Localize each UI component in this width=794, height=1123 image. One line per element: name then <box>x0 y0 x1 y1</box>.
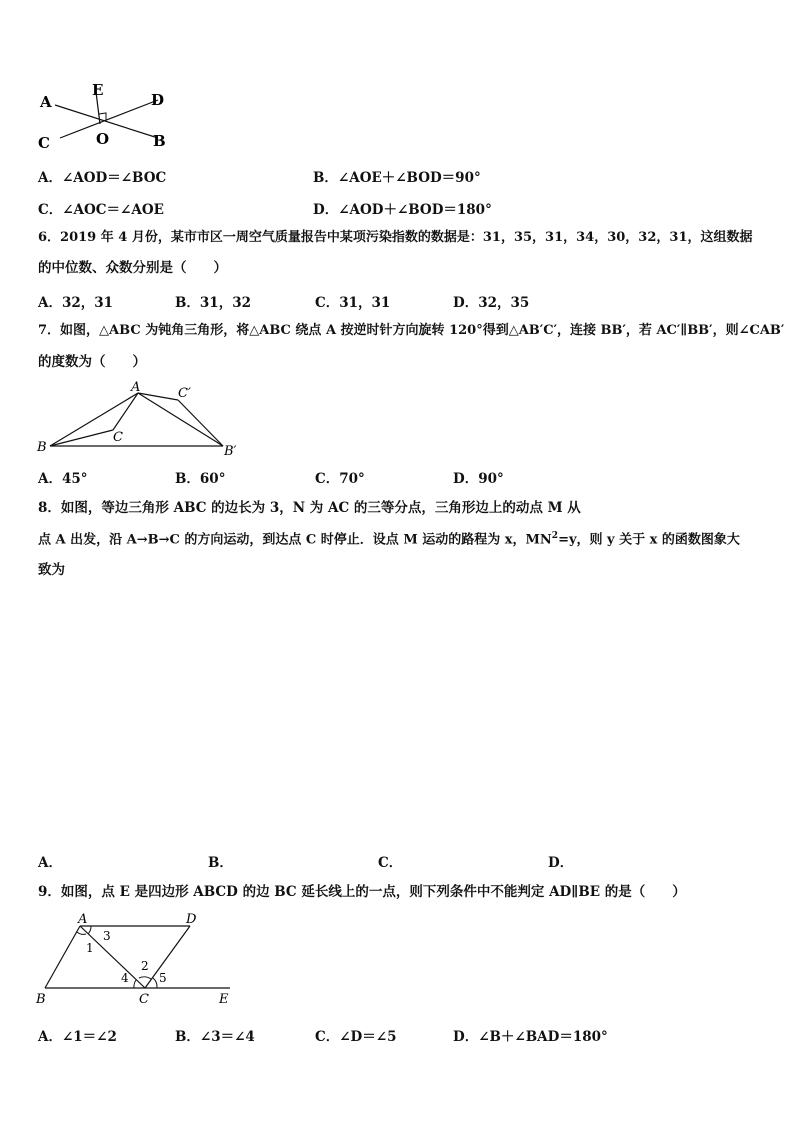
q8-text-line2-part2: =y，则 y 关于 x 的函数图象大 <box>558 532 740 548</box>
label-B: B <box>153 132 166 150</box>
label-C: C <box>113 430 123 445</box>
angle-figure-q5 <box>30 80 180 155</box>
q8-superscript: 2 <box>551 531 559 541</box>
label-B-prime: B′ <box>224 444 237 459</box>
label-angle-4: 4 <box>121 971 129 985</box>
q9-option-a: A．∠1＝∠2 <box>38 1029 117 1045</box>
label-E: E <box>219 992 229 1007</box>
q6-text-line2: 的中位数、众数分别是（ ） <box>38 260 227 276</box>
label-O: O <box>96 130 110 148</box>
label-A: A <box>131 380 141 395</box>
q7-text-line1: 7．如图，△ABC 为钝角三角形，将△ABC 绕点 A 按逆时针方向旋转 120°得到△AB′C′，连接 BB′，若 AC′∥BB′，则∠CAB′ <box>38 323 785 338</box>
label-D: D <box>186 912 197 927</box>
q8-option-d: D． <box>548 855 574 871</box>
q9-option-b: B．∠3＝∠4 <box>175 1029 255 1045</box>
q8-option-b: B． <box>208 855 233 871</box>
q9-text-line1: 9．如图，点 E 是四边形 ABCD 的边 BC 延长线上的一点，则下列条件中不能判定 AD∥BE 的是（ ） <box>38 884 686 900</box>
q7-option-b: B．60° <box>175 471 226 487</box>
q6-option-d: D．32，35 <box>453 295 530 311</box>
q7-option-d: D．90° <box>453 471 504 487</box>
q6-text-line1: 6．2019 年 4 月份，某市市区一周空气质量报告中某项污染指数的数据是：31，35，31，34，30，32，31，这组数据 <box>38 230 753 245</box>
label-B: B <box>36 992 46 1007</box>
q6-option-a: A．32，31 <box>38 295 114 311</box>
q7-option-c: C．70° <box>315 471 365 487</box>
q6-option-b: B．31，32 <box>175 295 251 311</box>
label-angle-5: 5 <box>159 971 167 985</box>
q8-text-line2 <box>38 531 740 548</box>
q9-option-c: C．∠D＝∠5 <box>315 1029 397 1045</box>
q7-text-line2: 的度数为（ ） <box>38 354 146 370</box>
q9-option-d: D．∠B＋∠BAD＝180° <box>453 1029 608 1045</box>
q5-option-a: A．∠AOD＝∠BOC <box>38 170 167 186</box>
label-D: D <box>151 91 165 109</box>
q5-option-d: D．∠AOD＋∠BOD＝180° <box>313 202 492 218</box>
q8-text-line2-part1: 点 A 出发，沿 A→B→C 的方向运动，到达点 C 时停止．设点 M 运动的路程为 x，MN <box>38 532 552 548</box>
q8-text-line3: 致为 <box>38 562 65 578</box>
q8-text-line1: 8．如图，等边三角形 ABC 的边长为 3，N 为 AC 的三等分点，三角形边上的动点 M 从 <box>38 500 581 516</box>
label-E: E <box>92 81 104 99</box>
label-B: B <box>37 440 47 455</box>
q7-option-a: A．45° <box>38 471 88 487</box>
label-angle-2: 2 <box>141 959 149 973</box>
q5-option-c: C．∠AOC＝∠AOE <box>38 202 164 218</box>
quadrilateral-figure-q9 <box>30 908 245 1008</box>
label-A: A <box>78 912 88 927</box>
q6-option-c: C．31，31 <box>315 295 391 311</box>
q8-option-c: C． <box>378 855 403 871</box>
label-C: C <box>38 134 50 152</box>
rotation-figure-q7 <box>30 378 245 460</box>
q8-option-a: A． <box>38 855 62 871</box>
label-C-prime: C′ <box>178 386 191 401</box>
label-angle-1: 1 <box>86 941 94 955</box>
label-A: A <box>40 93 52 111</box>
q5-option-b: B．∠AOE＋∠BOD＝90° <box>313 170 481 186</box>
label-C: C <box>139 992 149 1007</box>
label-angle-3: 3 <box>103 929 111 943</box>
